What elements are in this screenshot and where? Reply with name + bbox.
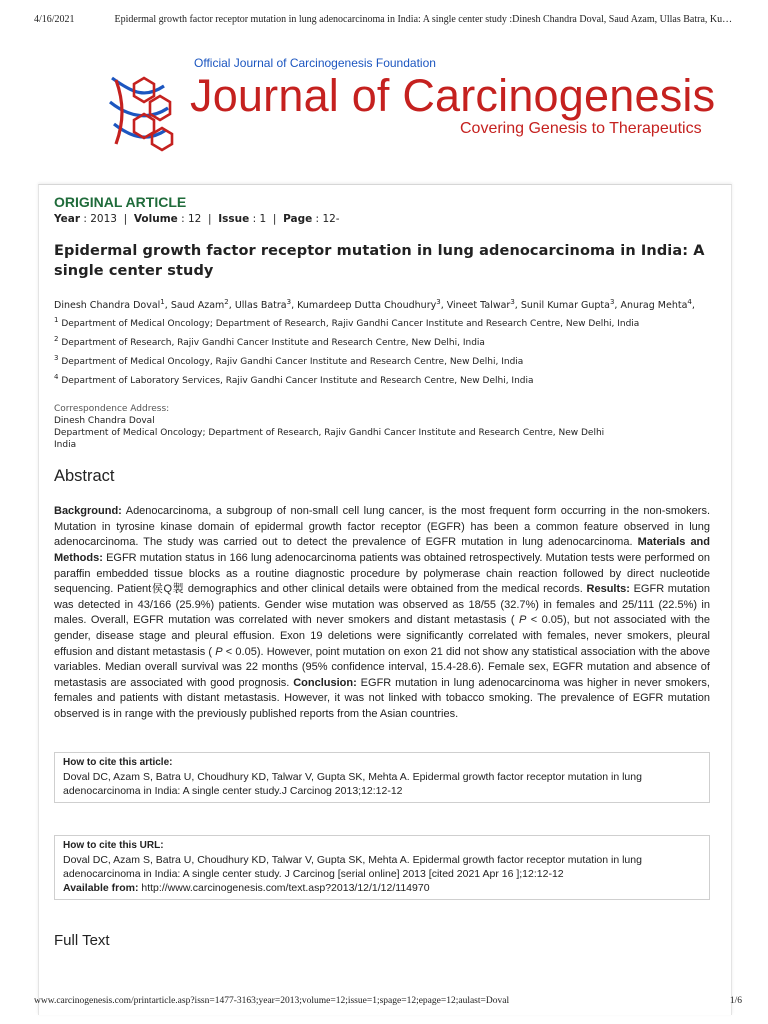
section-label: ORIGINAL ARTICLE bbox=[54, 194, 187, 210]
author-list: Dinesh Chandra Doval$^1$, Saud Azam$^2$, Ullas Batra$^3$, Kumardeep Dutta Choudhury$^3$, Vineet Talwar$^3$, Sunil Kumar Gupta$^3$, Anurag Mehta$^4$, bbox=[54, 298, 695, 312]
author-name[interactable]: Sunil Kumar Gupta bbox=[520, 300, 610, 312]
year-label: Year bbox=[54, 213, 81, 225]
print-title: Epidermal growth factor receptor mutation in lung adenocarcinoma in India: A single center study :Dinesh Chandra Doval, Saud Azam, Ullas Batra, Ku… bbox=[114, 14, 733, 25]
dna-helix-logo-icon bbox=[104, 72, 182, 152]
cite-article-heading: How to cite this article: bbox=[63, 757, 173, 769]
affiliation-text: Department of Medical Oncology, Rajiv Gandhi Cancer Institute and Research Centre, New Delhi, India bbox=[61, 357, 524, 368]
year-value: 2013 bbox=[90, 213, 117, 225]
results-label: Results: bbox=[586, 583, 630, 596]
affiliation-text: Department of Research, Rajiv Gandhi Cancer Institute and Research Centre, New Delhi, India bbox=[61, 338, 485, 349]
article-title: Epidermal growth factor receptor mutation in lung adenocarcinoma in India: A single center study bbox=[54, 243, 705, 279]
cite-article-box bbox=[54, 752, 710, 803]
cite-url-box bbox=[54, 835, 710, 900]
author-sup: 3 bbox=[609, 298, 615, 306]
author-name[interactable]: Vineet Talwar bbox=[446, 300, 511, 312]
affiliation-sup: 3 bbox=[54, 354, 59, 363]
issue-label: Issue bbox=[218, 213, 250, 225]
correspondence-dept: Department of Medical Oncology; Department of Research, Rajiv Gandhi Cancer Institute and Research Centre, New Delhi bbox=[54, 428, 605, 439]
affiliation-sup: 1 bbox=[54, 316, 59, 325]
volume-value: 12 bbox=[188, 213, 202, 225]
article-meta: Year : 2013 | Volume : 12 | Issue : 1 | Page : 12- bbox=[54, 213, 340, 225]
article-content bbox=[54, 194, 710, 949]
cite-url-heading: How to cite this URL: bbox=[63, 840, 164, 852]
journal-masthead[interactable] bbox=[104, 52, 734, 162]
author-name[interactable]: Kumardeep Dutta Choudhury bbox=[297, 300, 437, 312]
correspondence-country: India bbox=[54, 440, 77, 451]
affiliation bbox=[54, 370, 710, 389]
cite-article-text: Doval DC, Azam S, Batra U, Choudhury KD, Talwar V, Gupta SK, Mehta A. Epidermal growth factor receptor mutation in lung adenocarcinoma in India: A single center study.J Carcinog 2013;12:12-12 bbox=[63, 771, 642, 798]
p-value-symbol: P bbox=[518, 614, 527, 627]
available-from bbox=[63, 881, 701, 895]
conclusion-label: Conclusion: bbox=[293, 676, 357, 689]
results-text-1: EGFR mutation was detected in 43/166 (25.9%) patients. Gender wise mutation was observed as 18/55 (32.7%) in females and 25/111 (22.5%) in males. Overall, EGFR mutation was correlated with never smokers and distant metastasis ( bbox=[54, 583, 710, 627]
print-date: 4/16/2021 bbox=[34, 14, 75, 25]
author-sup: 2 bbox=[224, 298, 229, 306]
author-sup: 1 bbox=[160, 298, 165, 306]
available-label: Available from: bbox=[63, 882, 139, 895]
author-sup: 3 bbox=[510, 298, 515, 306]
author-name[interactable]: Saud Azam bbox=[170, 300, 225, 312]
correspondence-label: Correspondence Address: bbox=[54, 404, 170, 415]
print-footer bbox=[34, 996, 742, 1006]
full-text-heading: Full Text bbox=[54, 932, 110, 950]
page-label: Page bbox=[283, 213, 313, 225]
affiliation bbox=[54, 332, 710, 351]
print-header bbox=[34, 14, 742, 25]
conclusion-text: EGFR mutation in lung adenocarcinoma was higher in never smokers, females and patients with distant metastasis. However, it was not linked with tobacco smoking. The prevalence of EGFR mutation observed is in range with the previously published reports from the Asian countries. bbox=[54, 676, 710, 720]
affiliation-text: Department of Laboratory Services, Rajiv Gandhi Cancer Institute and Research Centre, New Delhi, India bbox=[61, 376, 534, 387]
affiliation bbox=[54, 351, 710, 370]
background-text: Adenocarcinoma, a subgroup of non-small cell lung cancer, is the most frequent form occurring in the non-smokers. Mutation in tyrosine kinase domain of epidermal growth factor receptor (EGFR) has been a common feature observed in lung adenocarcinoma. The study was carried out to detect the prevalence of EGFR mutation in lung adenocarcinoma. bbox=[54, 505, 710, 549]
p-value-symbol: P bbox=[215, 645, 223, 658]
results-text-3: < 0.05). However, point mutation on exon 21 did not show any statistical association with the above variables. Median overall survival was 22 months (95% confidence interval, 15.4-28.6). Female sex, EGFR mutation and absence of metastasis are associated with good prognosis. bbox=[54, 645, 711, 689]
issue-value: 1 bbox=[259, 213, 267, 225]
abstract-text bbox=[54, 504, 710, 722]
foundation-label: Official Journal of Carcinogenesis Foundation bbox=[194, 56, 436, 70]
article-url-link[interactable]: http://www.carcinogenesis.com/text.asp?2013/12/1/12/114970 bbox=[138, 882, 430, 895]
volume-label: Volume bbox=[133, 213, 178, 225]
author-sup: 4 bbox=[687, 298, 692, 306]
cite-url-text: Doval DC, Azam S, Batra U, Choudhury KD, Talwar V, Gupta SK, Mehta A. Epidermal growth factor receptor mutation in lung adenocarcinoma in India: A single center study. J Carcinog [serial online] 2013 [cited 2021 Apr 16 ];12:12-12 bbox=[63, 854, 642, 881]
correspondence bbox=[54, 403, 710, 451]
methods-text: EGFR mutation status in 166 lung adenocarcinoma patients was obtained retrospectively. Mutation tests were performed on paraffin embedded tissue blocks as a routine diagnostic procedure by polymerase chain reaction followed by direct nucleotide sequencing. Patient侯Q製 demographics and other clinical details were obtained from the medical records. bbox=[54, 551, 710, 596]
author-sup: 3 bbox=[436, 298, 441, 306]
author-name[interactable]: Ullas Batra bbox=[234, 300, 287, 312]
affiliation-sup: 2 bbox=[54, 335, 59, 344]
abstract-heading: Abstract bbox=[54, 467, 115, 486]
background-label: Background: bbox=[54, 505, 122, 518]
print-url: www.carcinogenesis.com/printarticle.asp?issn=1477-3163;year=2013;volume=12;issue=1;spage=12;epage=12;aulast=Doval bbox=[34, 996, 510, 1006]
affiliation-text: Department of Medical Oncology; Department of Research, Rajiv Gandhi Cancer Institute and Research Centre, New Delhi, India bbox=[61, 319, 640, 330]
results-text-2: < 0.05), but not associated with the gender, disease stage and pleural effusion. Exon 19 deletions were significantly correlated with females, never smokers, pleural effusion and distant metastasis ( bbox=[54, 614, 710, 658]
journal-title: Journal of Carcinogenesis bbox=[190, 70, 716, 121]
affiliation-sup: 4 bbox=[54, 373, 59, 382]
affiliation bbox=[54, 313, 710, 332]
author-name[interactable]: Anurag Mehta bbox=[620, 300, 688, 312]
methods-label: Materials and Methods: bbox=[54, 536, 710, 564]
author-sup: 3 bbox=[286, 298, 292, 306]
print-page-number: 1/6 bbox=[729, 996, 742, 1006]
correspondence-name: Dinesh Chandra Doval bbox=[54, 416, 155, 427]
journal-tagline: Covering Genesis to Therapeutics bbox=[460, 120, 702, 137]
author-name[interactable]: Dinesh Chandra Doval bbox=[54, 300, 161, 312]
page-value: 12- bbox=[322, 213, 340, 225]
